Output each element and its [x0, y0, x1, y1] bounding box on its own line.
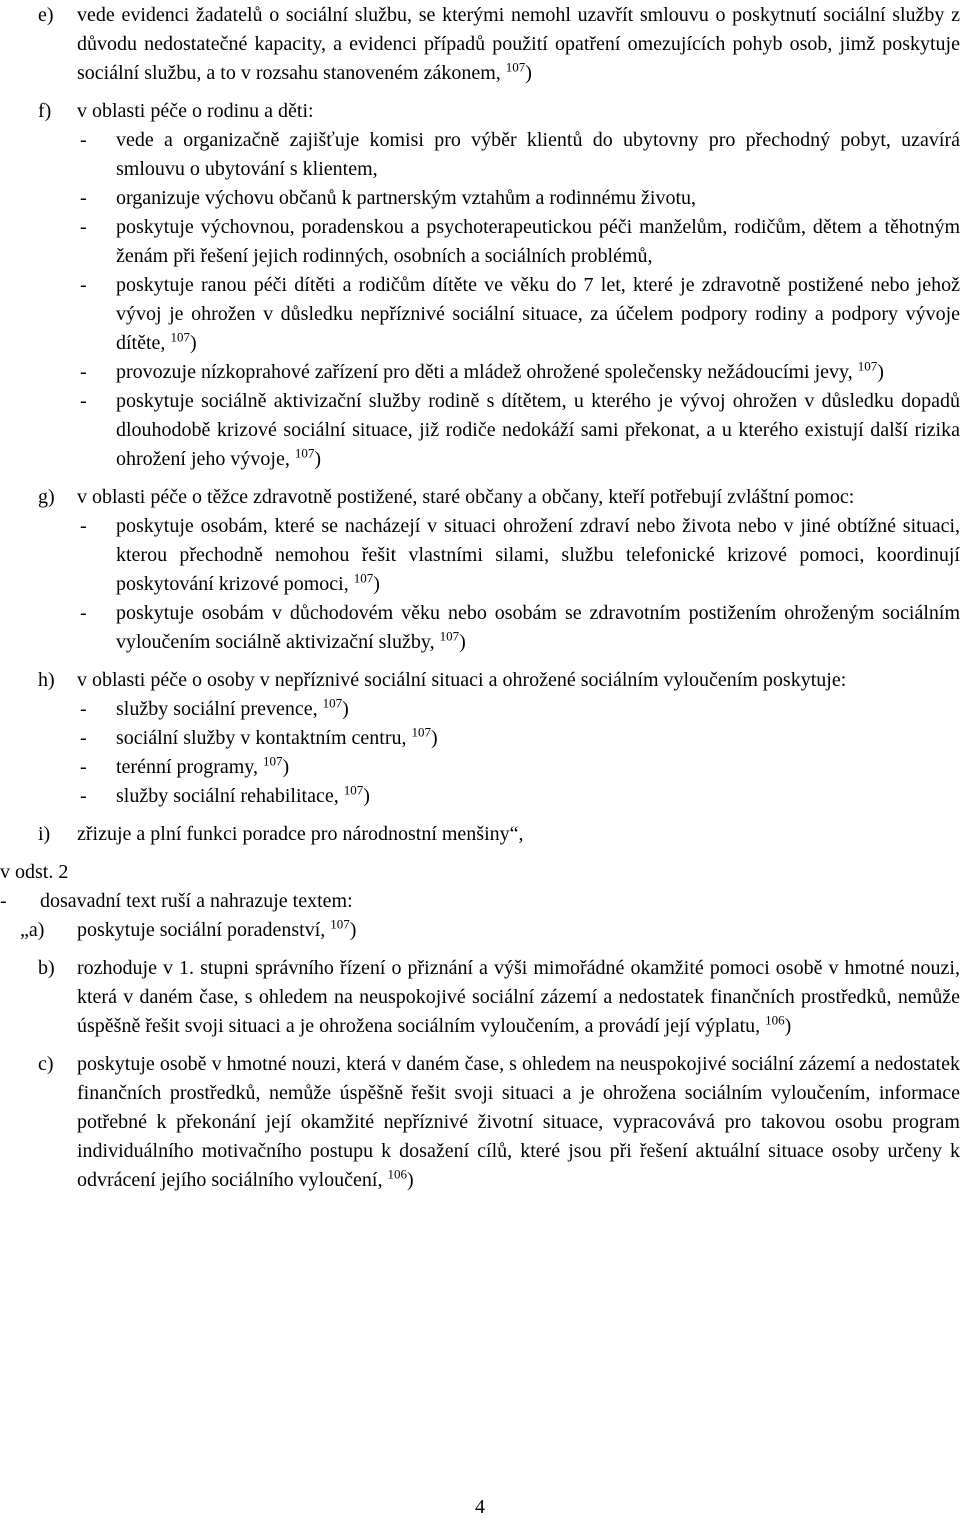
- footnote-ref: 106: [387, 1166, 407, 1182]
- close-paren: ): [406, 1169, 414, 1191]
- list-item-text: vede a organizačně zajišťuje komisi pro výběr klientů do ubytovny pro přechodný pobyt, uzavírá smlouvu o ubytování s klientem,: [116, 129, 960, 180]
- list-item-text: služby sociální prevence,: [116, 698, 318, 720]
- close-paren: ): [877, 361, 884, 383]
- replace-note: [0, 887, 960, 916]
- close-paren: ): [189, 332, 197, 354]
- list-item: [0, 695, 960, 724]
- list-dash: -: [80, 361, 87, 383]
- list-dash: -: [80, 515, 87, 537]
- list-dash: -: [80, 216, 87, 238]
- list-item: [0, 782, 960, 811]
- footnote-ref: 107: [330, 916, 350, 932]
- replace-note-text: dosavadní text ruší a nahrazuje textem:: [40, 890, 353, 912]
- list-item: [0, 184, 960, 213]
- footnote-ref: 107: [857, 358, 878, 374]
- new-item: [0, 1050, 960, 1195]
- close-paren: ): [342, 698, 349, 720]
- section-g-marker: g): [38, 486, 55, 508]
- section-e-marker: e): [38, 4, 54, 26]
- footnote-ref: 107: [439, 628, 460, 644]
- list-item: [0, 753, 960, 782]
- list-item: [0, 599, 960, 657]
- footnote-ref: 107: [343, 782, 364, 798]
- list-item: [0, 512, 960, 599]
- new-item-text: rozhoduje v 1. stupni správního řízení o přiznání a výši mimořádné okamžité pomoci osobě v hmotné nouzi, která v daném čase, s ohledem na neuspokojivé sociální zázemí a nedostatek finančních prostředků, nemůže úspěšně řešit svoji situaci a je ohrožena sociálním vyloučením, a provádí její výplatu,: [77, 957, 960, 1037]
- section-h: [0, 666, 960, 695]
- list-item-text: poskytuje výchovnou, poradenskou a psychoterapeutickou péči manželům, rodičům, dětem a těhotným ženám při řešení jejich rodinných, osobních a sociálních problémů,: [116, 216, 960, 267]
- section-i-marker: i): [38, 823, 51, 845]
- close-paren: ): [314, 448, 322, 470]
- paragraph-header: v odst. 2: [0, 861, 69, 883]
- new-item-text: poskytuje osobě v hmotné nouzi, která v daném čase, s ohledem na neuspokojivé sociální zázemí a nedostatek finančních prostředků, nemůže úspěšně řešit svoji situaci a je ohrožena sociálním vyloučením, informace potřebné k překonání její okamžité nepříznivé životní situace, vypracovává pro takovou osobu program individuálního motivačního postupu k dosažení cílů, které jsou při řešení aktuální situace osoby určeny k odvrácení jejího sociálního vyloučení,: [77, 1053, 960, 1191]
- list-item-text: terénní programy,: [116, 756, 258, 778]
- list-dash: -: [80, 602, 87, 624]
- list-dash: -: [80, 698, 87, 720]
- section-g-text: v oblasti péče o těžce zdravotně postižené, staré občany a občany, kteří potřebují zvláštní pomoc:: [77, 486, 855, 508]
- list-item-text: služby sociální rehabilitace,: [116, 785, 339, 807]
- list-dash: -: [80, 274, 87, 296]
- list-dash: -: [80, 187, 87, 209]
- list-dash: -: [80, 129, 87, 151]
- new-item: [0, 916, 960, 945]
- close-paren: ): [784, 1015, 792, 1037]
- section-f-text: v oblasti péče o rodinu a děti:: [77, 100, 314, 122]
- section-f-marker: f): [38, 100, 52, 122]
- list-item: [0, 358, 960, 387]
- section-h-list: [0, 695, 960, 811]
- footnote-ref: 107: [170, 329, 190, 345]
- section-e: e) vede evidenci žadatelů o sociální službu, se kterými nemohl uzavřít smlouvu o poskytnutí sociální služby z důvodu nedostatečné kapacity, a evidenci případů použití opatření omezujících pohyb osob, jimž poskytuje sociální službu, a to v rozsahu stanoveném zákonem, $^{107}$): [0, 1, 960, 88]
- list-item: [0, 271, 960, 358]
- footnote-ref: 107: [322, 695, 343, 711]
- section-g: [0, 483, 960, 512]
- section-i-text: zřizuje a plní funkci poradce pro národnostní menšiny“,: [77, 823, 524, 845]
- list-item-text: organizuje výchovu občanů k partnerským vztahům a rodinnému životu,: [116, 187, 697, 209]
- close-paren: ): [282, 756, 290, 778]
- new-item-text: poskytuje sociální poradenství,: [77, 919, 326, 941]
- close-paren: ): [431, 727, 438, 749]
- new-item-marker: c): [38, 1053, 54, 1075]
- section-i: [0, 820, 960, 849]
- section-e-text: vede evidenci žadatelů o sociální službu, se kterými nemohl uzavřít smlouvu o poskytnutí sociální služby z důvodu nedostatečné kapacity, a evidenci případů použití opatření omezujících pohyb osob, jimž poskytuje sociální službu, a to v rozsahu stanoveném zákonem,: [77, 4, 960, 84]
- list-item: [0, 724, 960, 753]
- footnote-ref: 107: [294, 445, 315, 461]
- page-number: 4: [475, 1496, 485, 1518]
- close-paren: ): [363, 785, 370, 807]
- list-item: [0, 387, 960, 474]
- footnote-ref: 107: [262, 753, 283, 769]
- list-item-text: poskytuje osobám v důchodovém věku nebo osobám se zdravotním postižením ohroženým sociálním vyloučením sociálně aktivizační služby,: [116, 602, 960, 653]
- list-dash: -: [80, 756, 87, 778]
- list-dash: -: [0, 890, 7, 912]
- list-item-text: poskytuje osobám, které se nacházejí v situaci ohrožení zdraví nebo života nebo v jiné obtížné situaci, kterou přechodně nemohou řešit vlastními silami, službu telefonické krizové pomoci, koordinují poskytování krizové pomoci,: [116, 515, 960, 595]
- section-f: [0, 97, 960, 126]
- close-paren: ): [349, 919, 357, 941]
- new-item-marker: b): [38, 957, 55, 979]
- list-item-text: poskytuje sociálně aktivizační služby rodině s dítětem, u kterého je vývoj ohrožen v důsledku dopadů dlouhodobě krizové sociální situace, již rodiče nedokáží sami překonat, a u kterého existují další rizika ohrožení jeho vývoje,: [116, 390, 960, 470]
- section-g-list: [0, 512, 960, 657]
- list-dash: -: [80, 390, 87, 412]
- list-item-text: poskytuje ranou péči dítěti a rodičům dítěte ve věku do 7 let, které je zdravotně postižené nebo jehož vývoj je ohrožen v důsledku nepříznivé sociální situace, za účelem podpory rodiny a podpory vývoje dítěte,: [116, 274, 960, 354]
- list-dash: -: [80, 785, 87, 807]
- list-item-text: sociální služby v kontaktním centru,: [116, 727, 407, 749]
- list-item-text: provozuje nízkoprahové zařízení pro děti a mládež ohrožené společensky nežádoucími jevy,: [116, 361, 853, 383]
- list-dash: -: [80, 727, 87, 749]
- new-items-list: [0, 916, 960, 1195]
- footnote-ref: 106: [765, 1012, 785, 1028]
- close-paren: ): [373, 573, 380, 595]
- footnote-ref: 107: [353, 570, 374, 586]
- section-h-text: v oblasti péče o osoby v nepříznivé sociální situaci a ohrožené sociálním vyloučením poskytuje:: [77, 669, 847, 691]
- footnote-ref: 107: [411, 724, 431, 740]
- new-item: [0, 954, 960, 1041]
- new-item-marker: „a): [20, 919, 45, 941]
- list-item: [0, 213, 960, 271]
- footnote-ref: 107: [505, 59, 526, 75]
- section-h-marker: h): [38, 669, 55, 691]
- list-item: [0, 126, 960, 184]
- close-paren: ): [459, 631, 466, 653]
- section-f-list: [0, 126, 960, 474]
